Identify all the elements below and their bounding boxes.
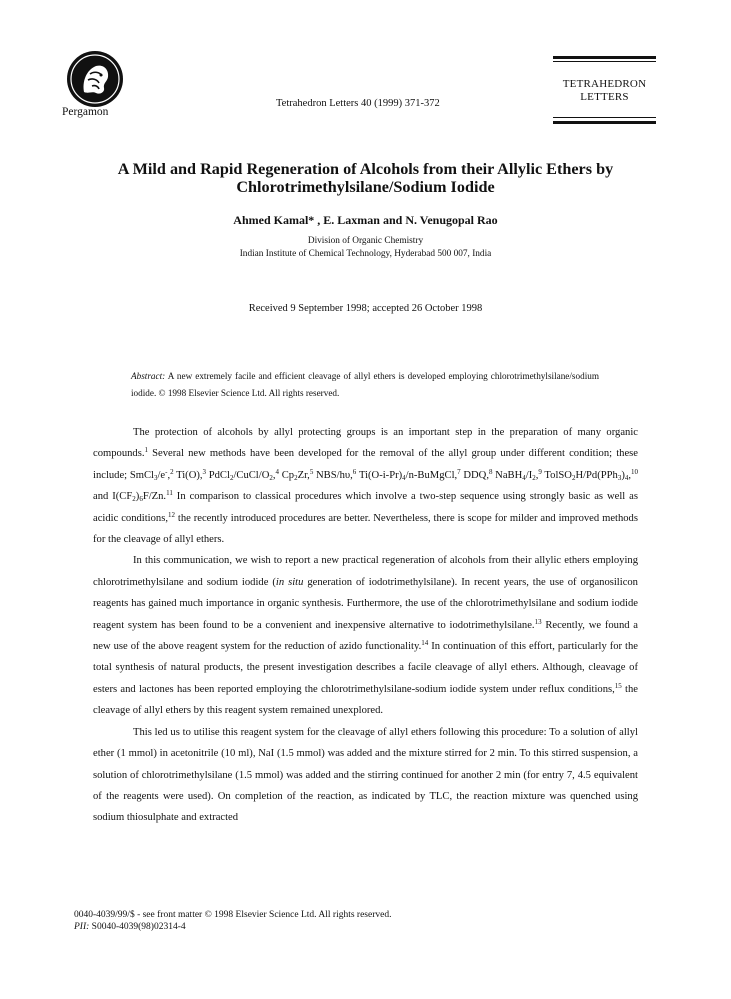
- affiliation-division: Division of Organic Chemistry: [307, 236, 424, 246]
- body-paragraph-1: The protection of alcohols by allyl protecting groups is an important step in the preparation of many organic compounds.$^1$ Several new methods have been developed for the removal of the allyl group under different condition; these include; SmCl$_3$/e-,$^2$ Ti(O),$^3$ $PdCl_2/CuCl/O_2,^4$ $Cp_2Zr,^5$ NBS/hυ,$^6$ $Ti(O-i-Pr)_4/n-BuMgCl,^7$ DDQ,$^8$ $NaBH_4/I_2,^9$ $TolSO_2H/Pd(PPh_3)_4,^{10}$ and $I(CF_2)_6F/Zn.^{11}$ In comparison to classical procedures which involve a two-step sequence using strongly basic as well as acidic conditions,$^{12}$ the recently introduced procedures are better. Nevertheless, there is scope for milder and improved methods for the cleavage of allyl ethers.: [93, 427, 639, 546]
- article-body: [93, 422, 638, 829]
- affiliation-institute: Indian Institute of Chemical Technology, Hyderabad 500 007, India: [239, 249, 492, 259]
- body-paragraph-2: In this communication, we wish to report a new practical regeneration of alcohols from their allylic ethers employing chlorotrimethylsilane and sodium iodide (in situ generation of iodotrimethylsilane). In recent years, the use of organosilicon reagents has gained much importance in organic synthesis. Furthermore, the use of the chlorotrimethylsilane and sodium iodide reagent system has been found to be a convenient and inexpensive alternative to iodotrimethylsilane.$^{13}$ Recently, we found a new use of the above reagent system for the reduction of azido functionality.$^{14}$ In continuation of this effort, particularly for the total synthesis of natural products, the present investigation describes a facile cleavage of allyl ethers. Although, cleavage of esters and lactones has been reported employing the chlorotrimethylsilane-sodium iodide system under reflux conditions,$^{15}$ the cleavage of allyl ethers by this reagent system remained unexplored.: [93, 555, 638, 717]
- journal-brand-line2: LETTERS: [580, 91, 629, 103]
- title-line-1: A Mild and Rapid Regeneration of Alcohols from their Allylic Ethers by: [117, 160, 614, 178]
- received-dates: Received 9 September 1998; accepted 26 October 1998: [248, 303, 483, 314]
- body-paragraph-3: This led us to utilise this reagent system for the cleavage of allyl ethers following this procedure: To a solution of allyl ether (1 mmol) in acetonitrile (10 ml), NaI (1.5 mmol) was added and the mixture stirred for 2 min. To this stirred suspension, a solution of chlorotrimethylsilane (1.5 mmol) was added and the stirring continued for another 2 min (for entry 7, 4.5 equivalent of the reagents were used). On completion of the reaction, as indicated by TLC, the reaction mixture was quenched using sodium thiosulphate and extracted: [93, 726, 638, 824]
- article-title: [60, 160, 671, 196]
- publisher-logo: [66, 50, 124, 108]
- pii-label: PII:: [74, 921, 90, 932]
- header-rule-bottom-thin: [553, 117, 656, 118]
- header-rule-top-thin: [553, 61, 656, 62]
- publisher-name: Pergamon: [62, 106, 109, 118]
- abstract-text: A new extremely facile and efficient cleavage of allyl ethers is developed employing chlorotrimethylsilane/sodium iodide. © 1998 Elsevier Science Ltd. All rights reserved.: [131, 371, 599, 398]
- header-rule-top: [553, 56, 656, 59]
- author-list: Ahmed Kamal* , E. Laxman and N. Venugopal Rao: [233, 213, 498, 227]
- copyright-line: 0040-4039/99/$ - see front matter © 1998 Elsevier Science Ltd. All rights reserved.: [74, 910, 392, 920]
- title-line-2: Chlorotrimethylsilane/Sodium Iodide: [236, 178, 495, 196]
- pii-line: [74, 922, 391, 934]
- abstract: [131, 368, 599, 402]
- journal-reference: Tetrahedron Letters 40 (1999) 371-372: [276, 98, 440, 109]
- abstract-label: Abstract:: [131, 371, 166, 381]
- journal-brand-line1: TETRAHEDRON: [562, 78, 647, 90]
- pii-value: S0040-4039(98)02314-4: [89, 921, 186, 932]
- footer: [74, 910, 391, 933]
- header-rule-bottom: [553, 121, 656, 124]
